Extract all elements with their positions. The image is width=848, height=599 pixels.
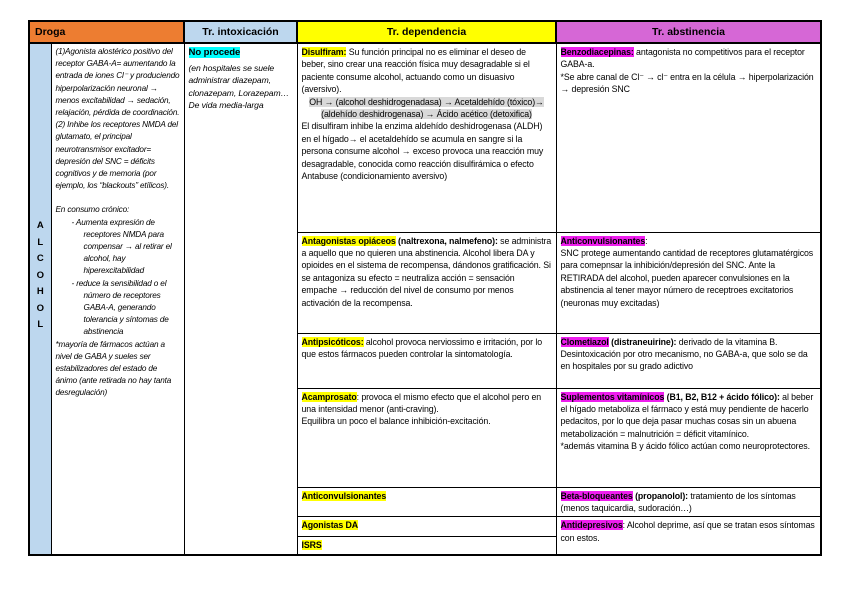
text-run: (2) Inhibe los receptores NMDA del glutamato, el principal neurotransmisor excitador= depresión del SNC = déficits cognitivos y de memoria (por ejemplo, los “blackouts” etílicos).	[55, 120, 178, 191]
header-droga-label: Droga	[35, 26, 66, 38]
text-run: : Alcohol deprime, así que se tratan esos síntomas con estos.	[560, 520, 815, 543]
text-run: tratamiento de los síntomas (menos taquicardia, sudoración…)	[560, 490, 796, 513]
text-run: alcohol provoca nerviossimo e irritación, por lo que estos fármacos pueden controlar la sintomatología.	[301, 336, 542, 359]
highlighted-term: Suplementos vitamínicos	[560, 391, 665, 402]
drug-letter: H	[36, 286, 44, 298]
cell-dependencia-antagonistas-opiaceos	[297, 232, 556, 333]
cell-dependencia-antipsicoticos	[297, 333, 556, 388]
drug-letter: A	[36, 220, 44, 232]
paragraph	[302, 235, 552, 309]
highlighted-term: Clometiazol	[560, 336, 609, 347]
paragraph	[56, 119, 180, 192]
text-run: antagonista no competitivos para el receptor GABA-a.	[560, 47, 805, 70]
paragraph	[189, 46, 293, 60]
paragraph	[302, 490, 552, 502]
highlighted-term: Antidepresivos	[560, 520, 623, 531]
paragraph	[56, 339, 180, 400]
text-run: al beber el hígado metaboliza el fármaco y está muy pendiente de hacerlo pedacitos, por lo que deja pasar muchas cosas sin un abuena metabolización = malnutrición = déficit vitamínico.	[560, 391, 814, 439]
cell-droga-mechanism-description	[51, 43, 184, 555]
highlighted-term: Anticonvulsionantes	[301, 490, 387, 501]
cell-abstinencia-benzodiacepinas	[556, 43, 821, 232]
cell-dependencia-isrs	[297, 537, 556, 555]
text-run: Desintoxicación por otro mecanismo, no GABA-a, que solo se da en hospitales por su grado adictivo	[560, 348, 808, 372]
paragraph	[72, 217, 180, 278]
header-tr-abstinencia	[556, 21, 821, 43]
paragraph	[561, 519, 817, 544]
highlighted-term: Antagonistas opiáceos	[301, 235, 396, 246]
drug-letter: L	[37, 236, 44, 248]
text-run: (1)Agonista alostérico positivo del receptor GABA-A= aumentando la entrada de iones Cl⁻ y produciendo hiperpolarización neuronal → menos excitabilidad → sedación, relajación, pérdida de coordinación.	[55, 47, 180, 118]
drug-letter: C	[36, 253, 44, 265]
text-run: *Se abre canal de Cl⁻ → cl⁻ entra en la célula → hiperpolarización → depresión SNC	[560, 71, 814, 95]
text-run: *además vitamina B y ácido fólico actúan como neuroprotectores.	[560, 441, 810, 452]
paragraph	[302, 539, 552, 551]
paragraph	[189, 62, 293, 112]
text-run: :	[645, 235, 648, 246]
paragraph	[561, 46, 817, 71]
paragraph	[56, 204, 180, 216]
header-tr-dependencia	[297, 21, 556, 43]
cell-intoxicacion-no-procede	[184, 43, 297, 555]
highlighted-term: Benzodiacepinas:	[560, 47, 634, 57]
paragraph	[561, 490, 817, 515]
cell-dependencia-acamprosato	[297, 388, 556, 487]
paragraph	[302, 96, 552, 121]
text-run: (B1, B2, B12 + ácido fólico):	[664, 391, 780, 402]
cell-abstinencia-beta-bloqueantes	[556, 487, 821, 517]
highlighted-term: Beta-bloqueantes	[560, 490, 633, 501]
drug-letter: L	[37, 319, 44, 331]
paragraph	[302, 336, 552, 361]
cell-abstinencia-anticonvulsionantes	[556, 232, 821, 333]
text-run: Su función principal no es eliminar el deseo de beber, sino crear una reacción física muy desagradable si el paciente consume alcohol, actuando como un disuasivo (aversivo).	[301, 47, 530, 95]
highlighted-term: Agonistas DA	[301, 520, 358, 531]
header-intoxicacion-label: Tr. intoxicación	[202, 26, 279, 38]
header-dependencia-label: Tr. dependencia	[386, 26, 467, 38]
cell-abstinencia-antidepresivos	[556, 517, 821, 555]
cell-dependencia-disulfiram	[297, 43, 556, 232]
drug-name-alcohol-vertical	[29, 43, 51, 555]
paragraph	[302, 415, 552, 427]
header-abstinencia-label: Tr. abstinencia	[652, 26, 725, 38]
header-droga	[29, 21, 184, 43]
paragraph	[561, 348, 817, 373]
text-run: (en hospitales se suele administrar diazepam, clonazepam, Lorazepam… De vida media-larga	[188, 62, 290, 111]
text-run: El disulfiram inhibe la enzima aldehído deshidrogenasa (ALDH) en el hígado→ el acetaldehído se acumula en sangre si la persona consume alcohol → exceso provoca una reacción muy desagradable, conocida como reacción disulfirámica o efecto Antabuse (condicionamiento aversivo)	[301, 121, 544, 182]
paragraph	[561, 247, 817, 309]
table-header-row	[29, 21, 821, 43]
paragraph	[302, 519, 552, 531]
cell-dependencia-agonistas-da	[297, 517, 556, 537]
paragraph	[561, 336, 817, 348]
text-run: (naltrexona, nalmefeno):	[395, 235, 498, 246]
text-run: - Aumenta expresión de receptores NMDA para compensar → al retirar el alcohol, hay hiperexcitabilidad	[71, 217, 172, 276]
text-run: - reduce la sensibilidad o el número de receptores GABA-A, generando tolerancia y síntomas de abstinencia	[71, 278, 169, 337]
paragraph	[561, 391, 817, 441]
text-run: se administra a aquello que no quieren una abstinencia. Alcohol libera DA y opioides en el sistema de recompensa, dándonos gratificación. Si se antagoniza su efecto = neutraliza acción = sensación empache → reducción del nivel de consumo por menos activación de la recompensa.	[301, 235, 552, 308]
text-run: (distraneuirine):	[608, 336, 677, 347]
drug-letter: O	[36, 269, 44, 281]
paragraph	[561, 235, 817, 247]
highlighted-term: No procede	[188, 47, 241, 58]
paragraph	[561, 440, 817, 452]
text-run: En consumo crónico:	[55, 205, 130, 215]
text-run: *mayoría de fármacos actúan a nivel de GABA y sueles ser estabilizadores del estado de ánimo (ante retirada no hay tanta desregulación)	[55, 339, 172, 398]
highlighted-term: OH → (alcohol deshidrogenadasa) → Acetaldehído (tóxico)→ (aldehído deshidrogenasa) → Ácido acético (detoxifica)	[309, 96, 544, 120]
text-run: : provoca el mismo efecto que el alcohol pero en una intensidad menor (anti-craving).	[301, 391, 542, 414]
paragraph	[561, 71, 817, 96]
header-tr-intoxicacion	[184, 21, 297, 43]
highlighted-term: ISRS	[301, 540, 322, 551]
table-row	[29, 43, 821, 232]
highlighted-term: Acamprosato	[301, 391, 357, 402]
paragraph	[302, 46, 552, 96]
highlighted-term: Anticonvulsionantes	[560, 235, 646, 246]
cell-abstinencia-suplementos-vitaminicos	[556, 388, 821, 487]
paragraph	[302, 391, 552, 416]
cell-abstinencia-clometiazol	[556, 333, 821, 388]
paragraph	[56, 46, 180, 119]
highlighted-term: Antipsicóticos:	[301, 336, 364, 347]
drug-letter: O	[36, 302, 44, 314]
cell-dependencia-anticonvulsionantes	[297, 487, 556, 517]
text-run: derivado de la vitamina B.	[676, 336, 778, 347]
paragraph	[72, 278, 180, 339]
paragraph	[302, 120, 552, 182]
highlighted-term: Disulfiram:	[301, 47, 347, 57]
drug-treatment-table	[28, 20, 822, 556]
text-run: SNC protege aumentando cantidad de receptores glutamatérgicos para comepnsar la inhibición/depresión del SNC. Ante la RETIRADA del alcohol, pueden aparecer convulsiones en la abstinencia al tener mayor número de receptroes excitatorios (neuronas muy excitadas)	[560, 247, 814, 308]
text-run: Equilibra un poco el balance inhibición-excitación.	[301, 416, 491, 427]
text-run: (propanolol):	[632, 490, 688, 501]
